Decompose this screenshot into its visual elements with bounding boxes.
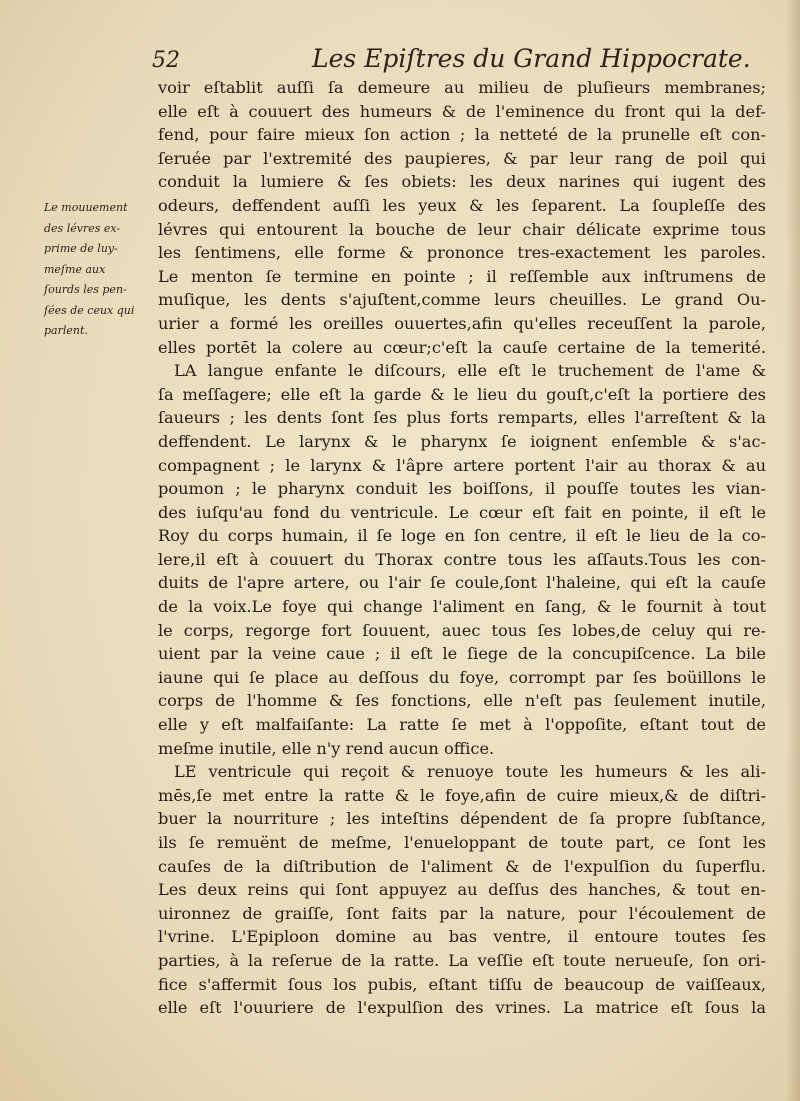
text-line: Les deux reins qui ſont appuyez au deſſus des hanches, & tout en- — [158, 880, 766, 900]
text-line: compagnent ; le larynx & l'âpre artere portent l'air au thorax & au — [158, 455, 766, 475]
text-line: lere,il eſt à couuert du Thorax contre tous les aſſauts.Tous les con- — [158, 549, 766, 569]
margin-note — [44, 198, 156, 342]
margin-note-line: ſées de ceux qui — [44, 303, 135, 317]
text-line: ſeruée par l'extremité des paupieres, & par leur rang de poil qui — [158, 148, 766, 168]
margin-note-line: ſourds les pen- — [44, 283, 127, 296]
text-line: muſique, les dents s'ajuſtent,comme leurs cheuilles. Le grand Ou- — [158, 290, 766, 310]
text-line: des iuſqu'au fond du ventricule. Le cœur eſt fait en pointe, il eſt le — [158, 502, 766, 522]
running-title: Les Epiſtres du Grand Hippocrate. — [312, 44, 751, 73]
text-line: Le menton ſe termine en pointe ; il reſſemble aux inſtrumens de — [158, 266, 766, 286]
paragraph-start-line: LE ventricule qui reçoit & renuoye toute les humeurs & les ali- — [174, 762, 766, 782]
margin-note-line: Le mouuement — [44, 201, 128, 214]
text-line: elle eſt à couuert des humeurs & de l'eminence du front qui la def- — [158, 101, 766, 121]
text-line: conduit la lumiere & ſes obiets: les deux narines qui iugent des — [158, 172, 766, 192]
text-line: cauſes de la diſtribution de l'aliment & de l'expulſion du ſuperflu. — [158, 856, 766, 876]
text-line: odeurs, deffendent auſſi les yeux & les ſeparent. La ſoupleſſe des — [158, 195, 766, 215]
text-line: l'vrine. L'Epiploon domine au bas ventre, il entoure toutes ſes — [158, 927, 766, 947]
text-line: les ſentimens, elle forme & prononce tres-exactement les paroles. — [158, 243, 766, 263]
text-line: Roy du corps humain, il ſe loge en ſon centre, il eſt le lieu de la co- — [158, 526, 766, 546]
text-line: ſaueurs ; les dents ſont ſes plus forts remparts, elles l'arreſtent & la — [158, 408, 766, 428]
text-line: de la voix.Le foye qui change l'aliment en ſang, & le fournit à tout — [158, 597, 766, 617]
page-number: 52 — [152, 48, 180, 73]
text-line: deffendent. Le larynx & le pharynx ſe ioignent enſemble & s'ac- — [158, 431, 766, 451]
text-line: elle eſt l'ouuriere de l'expulſion des vrines. La matrice eſt ſous la — [158, 998, 766, 1018]
margin-note-line: parlent. — [44, 324, 88, 337]
margin-note-line: prime de luy- — [44, 242, 118, 255]
text-line: meſme inutile, elle n'y rend aucun office. — [158, 738, 495, 758]
margin-note-line: des lévres ex- — [44, 221, 121, 235]
text-line: ſa meſſagere; elle eſt la garde & le lieu du gouſt,c'eſt la portiere des — [158, 384, 766, 404]
text-line: ils ſe remuënt de meſme, l'enueloppant de toute part, ce ſont les — [158, 833, 766, 852]
text-line: corps de l'homme & ſes fonctions, elle n'eſt pas ſeulement inutile, — [158, 691, 766, 711]
text-line: voir eſtablit auſſi ſa demeure au milieu de pluſieurs membranes; — [158, 78, 766, 97]
text-line: le corps, regorge fort ſouuent, auec tous ſes lobes,de celuy qui re- — [158, 620, 766, 640]
text-line: lévres qui entourent la bouche de leur chair délicate exprime tous — [158, 219, 766, 239]
text-line: parties, à la reſerue de la ratte. La veſſie eſt toute nerueuſe, ſon ori- — [158, 950, 766, 970]
body-text — [158, 76, 766, 1020]
text-line: poumon ; le pharynx conduit les boiſſons, il pouſſe toutes les vian- — [158, 479, 766, 499]
text-line: mēs,ſe met entre la ratte & le foye,afin de cuire mieux,& de diſtri- — [158, 785, 766, 805]
paragraph-start-line: LA langue enfante le diſcours, elle eſt le truchement de l'ame & — [174, 361, 766, 381]
text-line: duits de l'apre artere, ou l'air ſe coule,ſont l'haleine, qui eſt la cauſe — [158, 573, 766, 593]
page-header — [152, 44, 772, 78]
text-line: uient par la veine caue ; il eſt le ſiege de la concupiſcence. La bile — [158, 644, 766, 664]
text-line: elles portēt la colere au cœur;c'eſt la cauſe certaine de la temerité. — [158, 337, 766, 357]
text-line: fice s'affermit ſous los pubis, eſtant tiſſu de beaucoup de vaiſſeaux, — [158, 974, 766, 994]
text-line: urier a formé les oreilles ouuertes,afin qu'elles receuſſent la parole, — [158, 313, 766, 333]
page-edge-shadow — [786, 0, 800, 1101]
text-line: uironnez de graiſſe, ſont faits par la nature, pour l'écoulement de — [158, 903, 766, 923]
text-line: fend, pour faire mieux ſon action ; la netteté de la prunelle eſt con- — [158, 125, 766, 145]
margin-note-line: meſme aux — [44, 262, 106, 276]
text-line: elle y eſt malfaiſante: La ratte ſe met à l'oppoſite, eſtant tout de — [158, 715, 766, 735]
text-line: buer la nourriture ; les inteſtins dépendent de ſa propre ſubſtance, — [158, 809, 766, 829]
text-line: iaune qui ſe place au deſſous du foye, corrompt par ſes boüillons le — [158, 667, 766, 687]
